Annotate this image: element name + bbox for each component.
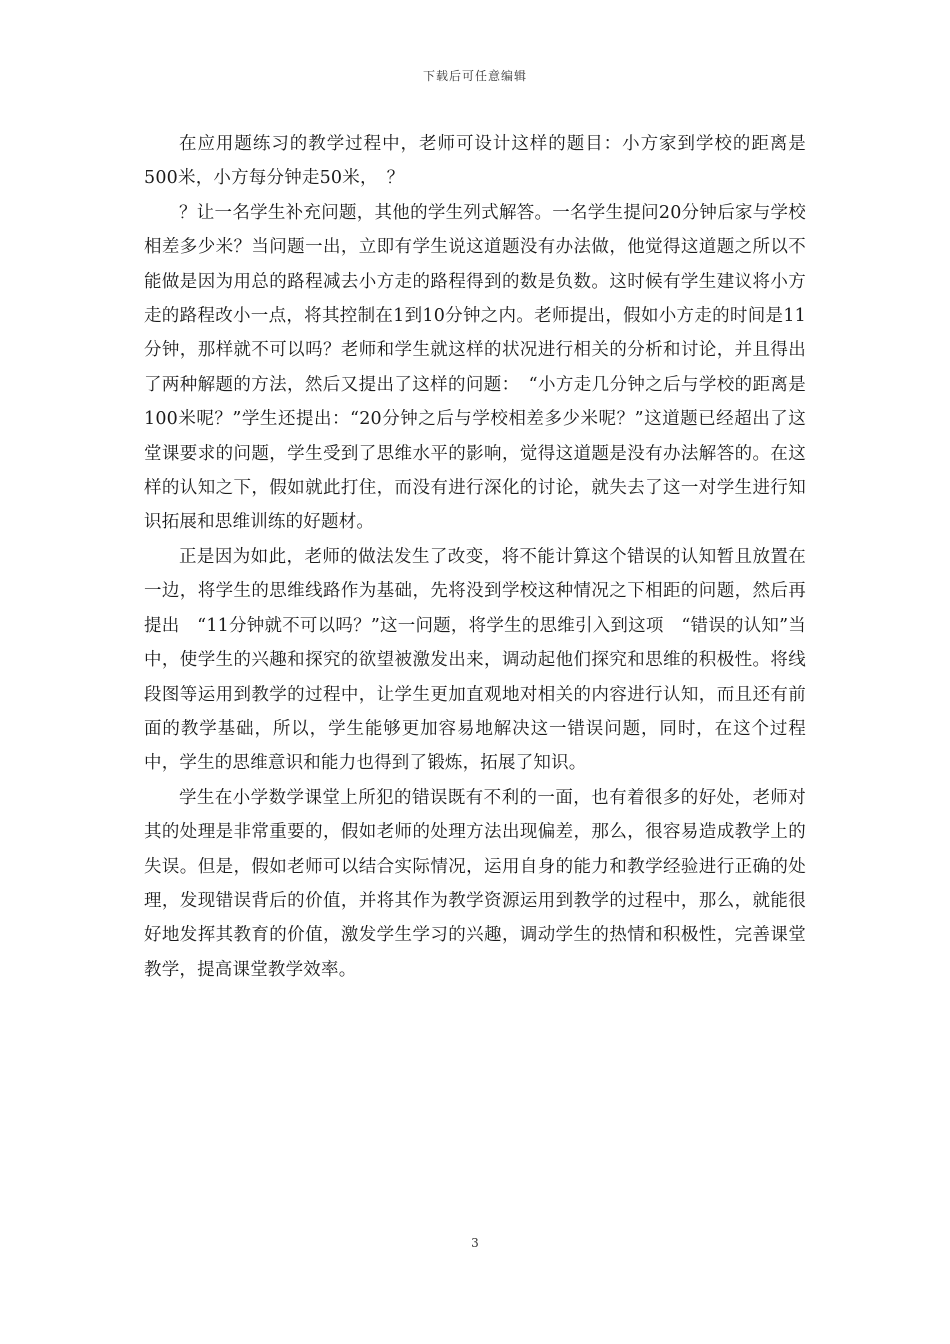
paragraph-2: ？让一名学生补充问题，其他的学生列式解答。一名学生提问20分钟后家与学校相差多少米？当问题一出，立即有学生说这道题没有办法做，他觉得这道题之所以不能做是因为用总的路程减去小方走的路程得到的数是负数。这时候有学生建议将小方走的路程改小一点，将其控制在1到10分钟之内。老师提出，假如小方走的时间是11分钟，那样就不可以吗？老师和学生就这样的状况进行相关的分析和讨论，并且得出了两种解题的方法，然后又提出了这样的问题： “小方走几分钟之后与学校的距离是100米呢？”学生还提出：“20分钟之后与学校相差多少米呢？”这道题已经超出了这堂课要求的问题，学生受到了思维水平的影响，觉得这道题是没有办法解答的。在这样的认知之下，假如就此打住，而没有进行深化的讨论，就失去了这一对学生进行知识拓展和思维训练的好题材。	[144, 202, 806, 533]
paragraph-4: 学生在小学数学课堂上所犯的错误既有不利的一面，也有着很多的好处，老师对其的处理是非常重要的，假如老师的处理方法出现偏差，那么，很容易造成教学上的失误。但是，假如老师可以结合实际情况，运用自身的能力和教学经验进行正确的处理，发现错误背后的价值，并将其作为教学资源运用到教学的过程中，那么，就能很好地发挥其教育的价值，激发学生学习的兴趣，调动学生的热情和积极性，完善课堂教学，提高课堂教学效率。	[144, 787, 806, 980]
paragraph-1: 在应用题练习的教学过程中，老师可设计这样的题目：小方家到学校的距离是500米，小方每分钟走50米， ？	[144, 134, 806, 189]
paragraph-3: 正是因为如此，老师的做法发生了改变，将不能计算这个错误的认知暂且放置在一边，将学生的思维线路作为基础，先将没到学校这种情况之下相距的问题，然后再提出 “11分钟就不可以吗？”这一问题，将学生的思维引入到这项 “错误的认知”当中，使学生的兴趣和探究的欲望被激发出来，调动起他们探究和思维的积极性。将线段图等运用到教学的过程中，让学生更加直观地对相关的内容进行认知，而且还有前面的教学基础，所以，学生能够更加容易地解决这一错误问题，同时，在这个过程中，学生的思维意识和能力也得到了锻炼，拓展了知识。	[144, 546, 806, 774]
body-text	[144, 127, 806, 987]
page-number: 3	[471, 1236, 479, 1250]
header-note: 下载后可任意编辑	[422, 69, 527, 83]
